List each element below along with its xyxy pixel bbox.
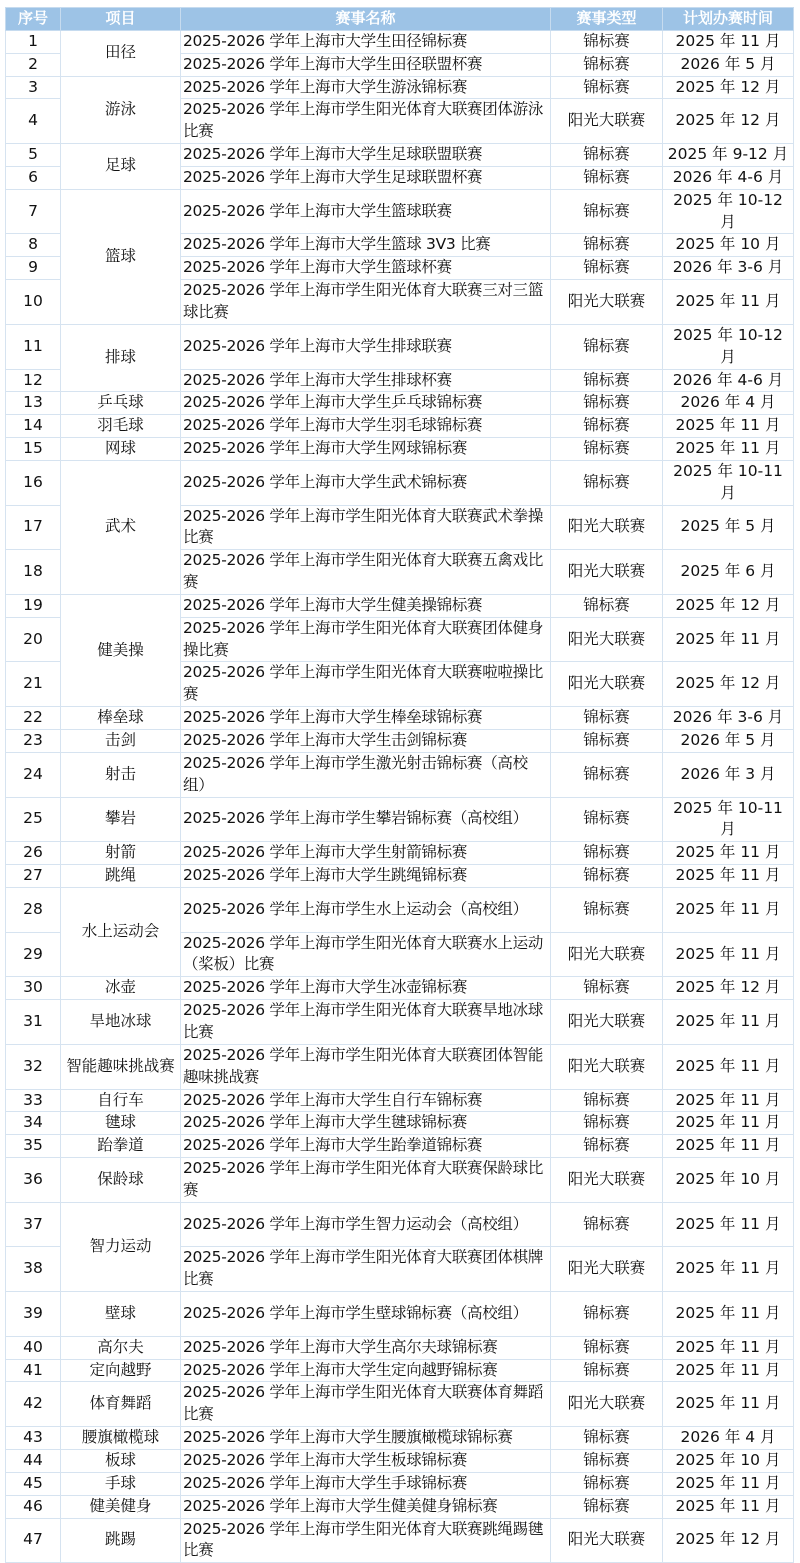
event-type: 锦标赛 <box>551 1112 663 1135</box>
table-row <box>6 594 794 617</box>
row-number: 10 <box>6 280 61 325</box>
table-row <box>6 1359 794 1382</box>
event-name: 2025-2026 学年上海市大学生网球锦标赛 <box>181 438 551 461</box>
sport-cell: 水上运动会 <box>61 887 181 976</box>
planned-time: 2026 年 5 月 <box>663 730 794 753</box>
event-type: 阳光大联赛 <box>551 662 663 707</box>
event-type: 锦标赛 <box>551 53 663 76</box>
row-number: 44 <box>6 1450 61 1473</box>
row-number: 17 <box>6 505 61 550</box>
event-type: 阳光大联赛 <box>551 617 663 662</box>
planned-time: 2025 年 9-12 月 <box>663 144 794 167</box>
event-name: 2025-2026 学年上海市大学生篮球杯赛 <box>181 257 551 280</box>
sport-cell: 板球 <box>61 1450 181 1473</box>
sport-cell: 排球 <box>61 324 181 392</box>
event-type: 锦标赛 <box>551 752 663 797</box>
table-row <box>6 707 794 730</box>
row-number: 18 <box>6 550 61 595</box>
table-row <box>6 1382 794 1427</box>
sport-cell: 田径 <box>61 30 181 76</box>
table-row <box>6 144 794 167</box>
event-type: 阳光大联赛 <box>551 1247 663 1292</box>
row-number: 35 <box>6 1135 61 1158</box>
table-row <box>6 1000 794 1045</box>
row-number: 29 <box>6 932 61 977</box>
planned-time: 2025 年 11 月 <box>663 1292 794 1337</box>
table-row <box>6 1472 794 1495</box>
planned-time: 2025 年 10 月 <box>663 1450 794 1473</box>
event-name: 2025-2026 学年上海市大学生棒垒球锦标赛 <box>181 707 551 730</box>
planned-time: 2025 年 11 月 <box>663 1472 794 1495</box>
event-name: 2025-2026 学年上海市大学生手球锦标赛 <box>181 1472 551 1495</box>
planned-time: 2025 年 10-11 月 <box>663 797 794 842</box>
planned-time: 2025 年 10-12 月 <box>663 189 794 234</box>
event-name: 2025-2026 学年上海市大学生射箭锦标赛 <box>181 842 551 865</box>
table-row <box>6 752 794 797</box>
planned-time: 2025 年 11 月 <box>663 932 794 977</box>
event-name: 2025-2026 学年上海市大学生足球联盟联赛 <box>181 144 551 167</box>
planned-time: 2025 年 11 月 <box>663 1112 794 1135</box>
event-type: 阳光大联赛 <box>551 1000 663 1045</box>
row-number: 45 <box>6 1472 61 1495</box>
event-type: 锦标赛 <box>551 369 663 392</box>
planned-time: 2025 年 12 月 <box>663 99 794 144</box>
sport-cell: 健美健身 <box>61 1495 181 1518</box>
row-number: 47 <box>6 1518 61 1563</box>
planned-time: 2025 年 12 月 <box>663 977 794 1000</box>
table-row <box>6 1158 794 1203</box>
planned-time: 2026 年 5 月 <box>663 53 794 76</box>
event-name: 2025-2026 学年上海市学生水上运动会（高校组） <box>181 887 551 932</box>
table-row <box>6 1089 794 1112</box>
planned-time: 2025 年 12 月 <box>663 76 794 99</box>
event-type: 锦标赛 <box>551 392 663 415</box>
row-number: 11 <box>6 324 61 369</box>
event-name: 2025-2026 学年上海市大学生跳绳锦标赛 <box>181 865 551 888</box>
planned-time: 2025 年 11 月 <box>663 865 794 888</box>
planned-time: 2025 年 10-11 月 <box>663 460 794 505</box>
row-number: 33 <box>6 1089 61 1112</box>
row-number: 4 <box>6 99 61 144</box>
planned-time: 2025 年 11 月 <box>663 1135 794 1158</box>
event-type: 阳光大联赛 <box>551 1044 663 1089</box>
row-number: 26 <box>6 842 61 865</box>
planned-time: 2025 年 11 月 <box>663 617 794 662</box>
event-type: 锦标赛 <box>551 977 663 1000</box>
sport-cell: 跳绳 <box>61 865 181 888</box>
row-number: 14 <box>6 415 61 438</box>
event-type: 阳光大联赛 <box>551 505 663 550</box>
planned-time: 2025 年 11 月 <box>663 1495 794 1518</box>
planned-time: 2025 年 11 月 <box>663 280 794 325</box>
header-event-type: 赛事类型 <box>551 8 663 31</box>
event-type: 锦标赛 <box>551 1472 663 1495</box>
table-row <box>6 887 794 932</box>
row-number: 23 <box>6 730 61 753</box>
event-type: 锦标赛 <box>551 144 663 167</box>
sport-cell: 高尔夫 <box>61 1336 181 1359</box>
event-type: 锦标赛 <box>551 257 663 280</box>
event-name: 2025-2026 学年上海市学生阳光体育大联赛跳绳踢毽比赛 <box>181 1518 551 1563</box>
table-body <box>6 30 794 1562</box>
event-name: 2025-2026 学年上海市学生阳光体育大联赛团体健身操比赛 <box>181 617 551 662</box>
planned-time: 2025 年 11 月 <box>663 1000 794 1045</box>
sport-cell: 毽球 <box>61 1112 181 1135</box>
row-number: 7 <box>6 189 61 234</box>
event-type: 锦标赛 <box>551 166 663 189</box>
table-row <box>6 189 794 234</box>
sport-cell: 武术 <box>61 460 181 594</box>
event-type: 锦标赛 <box>551 324 663 369</box>
sport-cell: 健美操 <box>61 594 181 706</box>
event-type: 阳光大联赛 <box>551 1158 663 1203</box>
row-number: 41 <box>6 1359 61 1382</box>
event-type: 锦标赛 <box>551 1292 663 1337</box>
table-row <box>6 1450 794 1473</box>
event-name: 2025-2026 学年上海市学生智力运动会（高校组） <box>181 1202 551 1247</box>
planned-time: 2025 年 11 月 <box>663 1359 794 1382</box>
event-name: 2025-2026 学年上海市大学生羽毛球锦标赛 <box>181 415 551 438</box>
planned-time: 2025 年 11 月 <box>663 1336 794 1359</box>
row-number: 2 <box>6 53 61 76</box>
event-name: 2025-2026 学年上海市大学生健美操锦标赛 <box>181 594 551 617</box>
event-name: 2025-2026 学年上海市学生阳光体育大联赛体育舞蹈比赛 <box>181 1382 551 1427</box>
event-type: 锦标赛 <box>551 415 663 438</box>
planned-time: 2026 年 3 月 <box>663 752 794 797</box>
event-name: 2025-2026 学年上海市大学生武术锦标赛 <box>181 460 551 505</box>
event-type: 锦标赛 <box>551 1089 663 1112</box>
table-row <box>6 1336 794 1359</box>
sport-cell: 智力运动 <box>61 1202 181 1291</box>
sport-cell: 保龄球 <box>61 1158 181 1203</box>
sport-cell: 羽毛球 <box>61 415 181 438</box>
event-name: 2025-2026 学年上海市大学生篮球联赛 <box>181 189 551 234</box>
event-type: 锦标赛 <box>551 1359 663 1382</box>
sport-cell: 射击 <box>61 752 181 797</box>
row-number: 20 <box>6 617 61 662</box>
sport-cell: 跆拳道 <box>61 1135 181 1158</box>
planned-time: 2026 年 3-6 月 <box>663 257 794 280</box>
planned-time: 2025 年 11 月 <box>663 1202 794 1247</box>
event-type: 锦标赛 <box>551 30 663 53</box>
header-event-name: 赛事名称 <box>181 8 551 31</box>
sport-cell: 腰旗橄榄球 <box>61 1427 181 1450</box>
planned-time: 2025 年 5 月 <box>663 505 794 550</box>
events-table <box>5 7 794 1563</box>
row-number: 25 <box>6 797 61 842</box>
table-row <box>6 460 794 505</box>
row-number: 34 <box>6 1112 61 1135</box>
event-name: 2025-2026 学年上海市学生阳光体育大联赛旱地冰球比赛 <box>181 1000 551 1045</box>
row-number: 38 <box>6 1247 61 1292</box>
event-name: 2025-2026 学年上海市学生阳光体育大联赛五禽戏比赛 <box>181 550 551 595</box>
row-number: 8 <box>6 234 61 257</box>
sport-cell: 网球 <box>61 438 181 461</box>
row-number: 21 <box>6 662 61 707</box>
sport-cell: 击剑 <box>61 730 181 753</box>
table-row <box>6 1495 794 1518</box>
sport-cell: 体育舞蹈 <box>61 1382 181 1427</box>
event-name: 2025-2026 学年上海市大学生足球联盟杯赛 <box>181 166 551 189</box>
sport-cell: 游泳 <box>61 76 181 144</box>
row-number: 43 <box>6 1427 61 1450</box>
event-name: 2025-2026 学年上海市大学生排球联赛 <box>181 324 551 369</box>
planned-time: 2025 年 11 月 <box>663 30 794 53</box>
event-name: 2025-2026 学年上海市大学生田径联盟杯赛 <box>181 53 551 76</box>
event-type: 锦标赛 <box>551 1336 663 1359</box>
planned-time: 2026 年 4-6 月 <box>663 369 794 392</box>
row-number: 30 <box>6 977 61 1000</box>
planned-time: 2025 年 11 月 <box>663 415 794 438</box>
event-type: 阳光大联赛 <box>551 1518 663 1563</box>
event-name: 2025-2026 学年上海市学生阳光体育大联赛啦啦操比赛 <box>181 662 551 707</box>
table-row <box>6 415 794 438</box>
event-name: 2025-2026 学年上海市学生攀岩锦标赛（高校组） <box>181 797 551 842</box>
planned-time: 2025 年 11 月 <box>663 1089 794 1112</box>
planned-time: 2025 年 10-12 月 <box>663 324 794 369</box>
planned-time: 2026 年 4 月 <box>663 1427 794 1450</box>
event-name: 2025-2026 学年上海市学生阳光体育大联赛团体棋牌比赛 <box>181 1247 551 1292</box>
row-number: 27 <box>6 865 61 888</box>
row-number: 28 <box>6 887 61 932</box>
event-name: 2025-2026 学年上海市大学生排球杯赛 <box>181 369 551 392</box>
event-name: 2025-2026 学年上海市大学生定向越野锦标赛 <box>181 1359 551 1382</box>
planned-time: 2025 年 11 月 <box>663 1382 794 1427</box>
event-name: 2025-2026 学年上海市大学生乒乓球锦标赛 <box>181 392 551 415</box>
table-row <box>6 30 794 53</box>
row-number: 37 <box>6 1202 61 1247</box>
row-number: 15 <box>6 438 61 461</box>
row-number: 42 <box>6 1382 61 1427</box>
sport-cell: 旱地冰球 <box>61 1000 181 1045</box>
event-type: 锦标赛 <box>551 1427 663 1450</box>
row-number: 36 <box>6 1158 61 1203</box>
event-type: 锦标赛 <box>551 1450 663 1473</box>
event-type: 锦标赛 <box>551 1135 663 1158</box>
planned-time: 2025 年 10 月 <box>663 234 794 257</box>
table-row <box>6 1112 794 1135</box>
event-type: 阳光大联赛 <box>551 932 663 977</box>
row-number: 46 <box>6 1495 61 1518</box>
planned-time: 2026 年 4 月 <box>663 392 794 415</box>
table-row <box>6 1292 794 1337</box>
sport-cell: 手球 <box>61 1472 181 1495</box>
table-row <box>6 1427 794 1450</box>
event-name: 2025-2026 学年上海市大学生击剑锦标赛 <box>181 730 551 753</box>
table-header-row <box>6 8 794 31</box>
event-type: 锦标赛 <box>551 234 663 257</box>
row-number: 5 <box>6 144 61 167</box>
row-number: 12 <box>6 369 61 392</box>
event-type: 阳光大联赛 <box>551 1382 663 1427</box>
row-number: 24 <box>6 752 61 797</box>
sport-cell: 定向越野 <box>61 1359 181 1382</box>
event-name: 2025-2026 学年上海市学生阳光体育大联赛团体智能趣味挑战赛 <box>181 1044 551 1089</box>
table-row <box>6 865 794 888</box>
row-number: 6 <box>6 166 61 189</box>
event-type: 锦标赛 <box>551 76 663 99</box>
planned-time: 2025 年 6 月 <box>663 550 794 595</box>
row-number: 13 <box>6 392 61 415</box>
table-row <box>6 1135 794 1158</box>
header-sport: 项目 <box>61 8 181 31</box>
planned-time: 2026 年 4-6 月 <box>663 166 794 189</box>
event-type: 锦标赛 <box>551 707 663 730</box>
event-type: 锦标赛 <box>551 189 663 234</box>
table-row <box>6 1202 794 1247</box>
event-type: 锦标赛 <box>551 730 663 753</box>
sport-cell: 冰壶 <box>61 977 181 1000</box>
event-type: 锦标赛 <box>551 438 663 461</box>
event-name: 2025-2026 学年上海市大学生板球锦标赛 <box>181 1450 551 1473</box>
sport-cell: 智能趣味挑战赛 <box>61 1044 181 1089</box>
sport-cell: 射箭 <box>61 842 181 865</box>
table-row <box>6 842 794 865</box>
table-row <box>6 977 794 1000</box>
sport-cell: 乒乓球 <box>61 392 181 415</box>
row-number: 16 <box>6 460 61 505</box>
event-type: 阳光大联赛 <box>551 550 663 595</box>
event-type: 锦标赛 <box>551 887 663 932</box>
event-name: 2025-2026 学年上海市大学生跆拳道锦标赛 <box>181 1135 551 1158</box>
row-number: 1 <box>6 30 61 53</box>
sport-cell: 壁球 <box>61 1292 181 1337</box>
row-number: 3 <box>6 76 61 99</box>
row-number: 40 <box>6 1336 61 1359</box>
planned-time: 2025 年 12 月 <box>663 662 794 707</box>
event-name: 2025-2026 学年上海市学生阳光体育大联赛三对三篮球比赛 <box>181 280 551 325</box>
event-type: 锦标赛 <box>551 1202 663 1247</box>
event-type: 锦标赛 <box>551 460 663 505</box>
sport-cell: 棒垒球 <box>61 707 181 730</box>
event-type: 锦标赛 <box>551 594 663 617</box>
planned-time: 2025 年 11 月 <box>663 887 794 932</box>
sport-cell: 篮球 <box>61 189 181 324</box>
table-row <box>6 730 794 753</box>
event-name: 2025-2026 学年上海市学生阳光体育大联赛武术拳操比赛 <box>181 505 551 550</box>
event-type: 锦标赛 <box>551 842 663 865</box>
event-name: 2025-2026 学年上海市大学生高尔夫球锦标赛 <box>181 1336 551 1359</box>
table-row <box>6 76 794 99</box>
table-row <box>6 1518 794 1563</box>
event-name: 2025-2026 学年上海市大学生冰壶锦标赛 <box>181 977 551 1000</box>
event-name: 2025-2026 学年上海市学生壁球锦标赛（高校组） <box>181 1292 551 1337</box>
sport-cell: 自行车 <box>61 1089 181 1112</box>
event-name: 2025-2026 学年上海市学生阳光体育大联赛团体游泳比赛 <box>181 99 551 144</box>
event-name: 2025-2026 学年上海市学生阳光体育大联赛保龄球比赛 <box>181 1158 551 1203</box>
table-row <box>6 438 794 461</box>
table-row <box>6 1044 794 1089</box>
event-name: 2025-2026 学年上海市大学生游泳锦标赛 <box>181 76 551 99</box>
header-planned-time: 计划办赛时间 <box>663 8 794 31</box>
planned-time: 2025 年 12 月 <box>663 594 794 617</box>
row-number: 19 <box>6 594 61 617</box>
event-name: 2025-2026 学年上海市大学生腰旗橄榄球锦标赛 <box>181 1427 551 1450</box>
row-number: 39 <box>6 1292 61 1337</box>
planned-time: 2025 年 10 月 <box>663 1158 794 1203</box>
planned-time: 2025 年 12 月 <box>663 1518 794 1563</box>
sport-cell: 足球 <box>61 144 181 190</box>
header-no: 序号 <box>6 8 61 31</box>
planned-time: 2025 年 11 月 <box>663 1247 794 1292</box>
event-name: 2025-2026 学年上海市学生阳光体育大联赛水上运动（桨板）比赛 <box>181 932 551 977</box>
event-name: 2025-2026 学年上海市大学生毽球锦标赛 <box>181 1112 551 1135</box>
row-number: 31 <box>6 1000 61 1045</box>
table-row <box>6 324 794 369</box>
row-number: 9 <box>6 257 61 280</box>
table-row <box>6 392 794 415</box>
event-name: 2025-2026 学年上海市大学生篮球 3V3 比赛 <box>181 234 551 257</box>
planned-time: 2025 年 11 月 <box>663 438 794 461</box>
event-type: 锦标赛 <box>551 865 663 888</box>
planned-time: 2025 年 11 月 <box>663 1044 794 1089</box>
event-name: 2025-2026 学年上海市学生激光射击锦标赛（高校组） <box>181 752 551 797</box>
event-type: 锦标赛 <box>551 1495 663 1518</box>
sport-cell: 跳踢 <box>61 1518 181 1563</box>
table-row <box>6 797 794 842</box>
planned-time: 2026 年 3-6 月 <box>663 707 794 730</box>
event-type: 锦标赛 <box>551 797 663 842</box>
row-number: 32 <box>6 1044 61 1089</box>
event-type: 阳光大联赛 <box>551 99 663 144</box>
event-name: 2025-2026 学年上海市大学生自行车锦标赛 <box>181 1089 551 1112</box>
sport-cell: 攀岩 <box>61 797 181 842</box>
event-name: 2025-2026 学年上海市大学生健美健身锦标赛 <box>181 1495 551 1518</box>
event-name: 2025-2026 学年上海市大学生田径锦标赛 <box>181 30 551 53</box>
event-type: 阳光大联赛 <box>551 280 663 325</box>
row-number: 22 <box>6 707 61 730</box>
planned-time: 2025 年 11 月 <box>663 842 794 865</box>
